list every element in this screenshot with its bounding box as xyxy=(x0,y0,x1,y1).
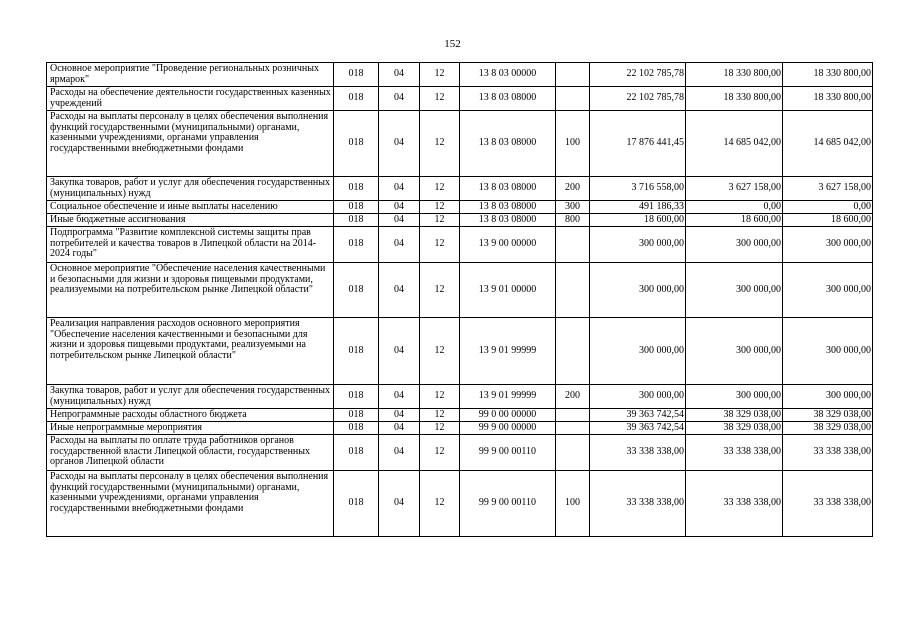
row-name-cell: Закупка товаров, работ и услуг для обеспечения государственных (муниципальных) нужд xyxy=(47,385,334,409)
amount-2024-cell: 3 627 158,00 xyxy=(783,177,873,201)
admin-code-cell: 018 xyxy=(334,111,379,177)
amount-2023-cell: 300 000,00 xyxy=(686,385,783,409)
amount-2023-cell: 18 330 800,00 xyxy=(686,63,783,87)
expense-type-cell xyxy=(556,422,590,435)
table-row xyxy=(47,263,873,318)
target-article-cell: 99 9 00 00110 xyxy=(460,435,556,471)
admin-code-cell: 018 xyxy=(334,409,379,422)
amount-2023-cell: 14 685 042,00 xyxy=(686,111,783,177)
amount-2023-cell: 300 000,00 xyxy=(686,318,783,385)
row-name-cell: Расходы на обеспечение деятельности государственных казенных учреждений xyxy=(47,87,334,111)
subsection-code-cell: 12 xyxy=(420,409,460,422)
expense-type-cell: 300 xyxy=(556,201,590,214)
amount-2024-cell: 38 329 038,00 xyxy=(783,409,873,422)
amount-2023-cell: 33 338 338,00 xyxy=(686,471,783,537)
amount-2023-cell: 33 338 338,00 xyxy=(686,435,783,471)
expense-type-cell: 200 xyxy=(556,385,590,409)
section-code-cell: 04 xyxy=(379,385,420,409)
amount-2024-cell: 33 338 338,00 xyxy=(783,471,873,537)
admin-code-cell: 018 xyxy=(334,63,379,87)
subsection-code-cell: 12 xyxy=(420,201,460,214)
target-article-cell: 13 9 01 99999 xyxy=(460,318,556,385)
expense-type-cell: 200 xyxy=(556,177,590,201)
amount-2022-cell: 491 186,33 xyxy=(590,201,686,214)
table-row xyxy=(47,201,873,214)
amount-2024-cell: 18 330 800,00 xyxy=(783,87,873,111)
amount-2024-cell: 18 330 800,00 xyxy=(783,63,873,87)
admin-code-cell: 018 xyxy=(334,422,379,435)
budget-table xyxy=(46,62,873,537)
amount-2024-cell: 300 000,00 xyxy=(783,385,873,409)
amount-2022-cell: 18 600,00 xyxy=(590,214,686,227)
table-row xyxy=(47,422,873,435)
amount-2023-cell: 3 627 158,00 xyxy=(686,177,783,201)
amount-2022-cell: 300 000,00 xyxy=(590,385,686,409)
expense-type-cell xyxy=(556,435,590,471)
section-code-cell: 04 xyxy=(379,422,420,435)
row-name-cell: Основное мероприятие "Проведение региональных розничных ярмарок" xyxy=(47,63,334,87)
target-article-cell: 13 8 03 00000 xyxy=(460,63,556,87)
admin-code-cell: 018 xyxy=(334,214,379,227)
amount-2023-cell: 38 329 038,00 xyxy=(686,409,783,422)
amount-2024-cell: 33 338 338,00 xyxy=(783,435,873,471)
target-article-cell: 13 8 03 08000 xyxy=(460,111,556,177)
amount-2022-cell: 33 338 338,00 xyxy=(590,435,686,471)
amount-2022-cell: 22 102 785,78 xyxy=(590,87,686,111)
section-code-cell: 04 xyxy=(379,263,420,318)
subsection-code-cell: 12 xyxy=(420,422,460,435)
table-row xyxy=(47,471,873,537)
expense-type-cell: 800 xyxy=(556,214,590,227)
admin-code-cell: 018 xyxy=(334,471,379,537)
target-article-cell: 99 9 00 00110 xyxy=(460,471,556,537)
table-row xyxy=(47,409,873,422)
admin-code-cell: 018 xyxy=(334,227,379,263)
amount-2024-cell: 18 600,00 xyxy=(783,214,873,227)
expense-type-cell xyxy=(556,263,590,318)
admin-code-cell: 018 xyxy=(334,263,379,318)
subsection-code-cell: 12 xyxy=(420,435,460,471)
row-name-cell: Иные непрограммные мероприятия xyxy=(47,422,334,435)
row-name-cell: Расходы на выплаты персоналу в целях обеспечения выполнения функций государственными (муниципальными) органами, казенными учреждениями, органами управления государственными внебюджетными фондами xyxy=(47,471,334,537)
subsection-code-cell: 12 xyxy=(420,87,460,111)
target-article-cell: 13 9 00 00000 xyxy=(460,227,556,263)
admin-code-cell: 018 xyxy=(334,87,379,111)
section-code-cell: 04 xyxy=(379,111,420,177)
amount-2024-cell: 0,00 xyxy=(783,201,873,214)
subsection-code-cell: 12 xyxy=(420,111,460,177)
target-article-cell: 13 9 01 99999 xyxy=(460,385,556,409)
expense-type-cell: 100 xyxy=(556,471,590,537)
row-name-cell: Реализация направления расходов основного мероприятия "Обеспечение населения качественными и безопасными для жизни и здоровья пищевыми продуктами, реализуемыми на потребительском рынке Липецкой области" xyxy=(47,318,334,385)
target-article-cell: 13 9 01 00000 xyxy=(460,263,556,318)
row-name-cell: Основное мероприятие "Обеспечение населения качественными и безопасными для жизни и здоровья пищевыми продуктами, реализуемыми на потребительском рынке Липецкой области" xyxy=(47,263,334,318)
expense-type-cell xyxy=(556,63,590,87)
amount-2024-cell: 300 000,00 xyxy=(783,318,873,385)
table-row xyxy=(47,63,873,87)
section-code-cell: 04 xyxy=(379,227,420,263)
expense-type-cell xyxy=(556,227,590,263)
row-name-cell: Расходы на выплаты персоналу в целях обеспечения выполнения функций государственными (муниципальными) органами, казенными учреждениями, органами управления государственными внебюджетными фондами xyxy=(47,111,334,177)
target-article-cell: 99 0 00 00000 xyxy=(460,409,556,422)
budget-table-body xyxy=(47,63,873,537)
section-code-cell: 04 xyxy=(379,87,420,111)
table-row xyxy=(47,111,873,177)
amount-2022-cell: 33 338 338,00 xyxy=(590,471,686,537)
amount-2022-cell: 300 000,00 xyxy=(590,227,686,263)
row-name-cell: Социальное обеспечение и иные выплаты населению xyxy=(47,201,334,214)
table-row xyxy=(47,177,873,201)
section-code-cell: 04 xyxy=(379,471,420,537)
amount-2024-cell: 14 685 042,00 xyxy=(783,111,873,177)
section-code-cell: 04 xyxy=(379,409,420,422)
expense-type-cell xyxy=(556,87,590,111)
table-row xyxy=(47,318,873,385)
table-row xyxy=(47,87,873,111)
admin-code-cell: 018 xyxy=(334,435,379,471)
subsection-code-cell: 12 xyxy=(420,63,460,87)
section-code-cell: 04 xyxy=(379,201,420,214)
amount-2023-cell: 38 329 038,00 xyxy=(686,422,783,435)
subsection-code-cell: 12 xyxy=(420,318,460,385)
page-number: 152 xyxy=(444,38,461,50)
row-name-cell: Расходы на выплаты по оплате труда работников органов государственной власти Липецкой области, государственных органов Липецкой области xyxy=(47,435,334,471)
amount-2022-cell: 300 000,00 xyxy=(590,318,686,385)
admin-code-cell: 018 xyxy=(334,385,379,409)
section-code-cell: 04 xyxy=(379,214,420,227)
section-code-cell: 04 xyxy=(379,318,420,385)
target-article-cell: 13 8 03 08000 xyxy=(460,87,556,111)
row-name-cell: Закупка товаров, работ и услуг для обеспечения государственных (муниципальных) нужд xyxy=(47,177,334,201)
target-article-cell: 99 9 00 00000 xyxy=(460,422,556,435)
admin-code-cell: 018 xyxy=(334,318,379,385)
admin-code-cell: 018 xyxy=(334,177,379,201)
section-code-cell: 04 xyxy=(379,63,420,87)
table-row xyxy=(47,214,873,227)
expense-type-cell xyxy=(556,409,590,422)
expense-type-cell xyxy=(556,318,590,385)
admin-code-cell: 018 xyxy=(334,201,379,214)
amount-2024-cell: 300 000,00 xyxy=(783,227,873,263)
amount-2022-cell: 39 363 742,54 xyxy=(590,422,686,435)
amount-2022-cell: 39 363 742,54 xyxy=(590,409,686,422)
row-name-cell: Подпрограмма "Развитие комплексной системы защиты прав потребителей и качества товаров в Липецкой области на 2014-2024 годы" xyxy=(47,227,334,263)
target-article-cell: 13 8 03 08000 xyxy=(460,201,556,214)
subsection-code-cell: 12 xyxy=(420,263,460,318)
target-article-cell: 13 8 03 08000 xyxy=(460,214,556,227)
amount-2023-cell: 300 000,00 xyxy=(686,263,783,318)
expense-type-cell: 100 xyxy=(556,111,590,177)
subsection-code-cell: 12 xyxy=(420,227,460,263)
subsection-code-cell: 12 xyxy=(420,177,460,201)
subsection-code-cell: 12 xyxy=(420,471,460,537)
row-name-cell: Иные бюджетные ассигнования xyxy=(47,214,334,227)
table-row xyxy=(47,435,873,471)
amount-2023-cell: 18 600,00 xyxy=(686,214,783,227)
amount-2023-cell: 18 330 800,00 xyxy=(686,87,783,111)
section-code-cell: 04 xyxy=(379,177,420,201)
row-name-cell: Непрограммные расходы областного бюджета xyxy=(47,409,334,422)
amount-2024-cell: 300 000,00 xyxy=(783,263,873,318)
amount-2022-cell: 3 716 558,00 xyxy=(590,177,686,201)
amount-2024-cell: 38 329 038,00 xyxy=(783,422,873,435)
amount-2023-cell: 300 000,00 xyxy=(686,227,783,263)
amount-2022-cell: 300 000,00 xyxy=(590,263,686,318)
subsection-code-cell: 12 xyxy=(420,214,460,227)
table-row xyxy=(47,227,873,263)
section-code-cell: 04 xyxy=(379,435,420,471)
subsection-code-cell: 12 xyxy=(420,385,460,409)
target-article-cell: 13 8 03 08000 xyxy=(460,177,556,201)
amount-2023-cell: 0,00 xyxy=(686,201,783,214)
amount-2022-cell: 22 102 785,78 xyxy=(590,63,686,87)
amount-2022-cell: 17 876 441,45 xyxy=(590,111,686,177)
table-row xyxy=(47,385,873,409)
